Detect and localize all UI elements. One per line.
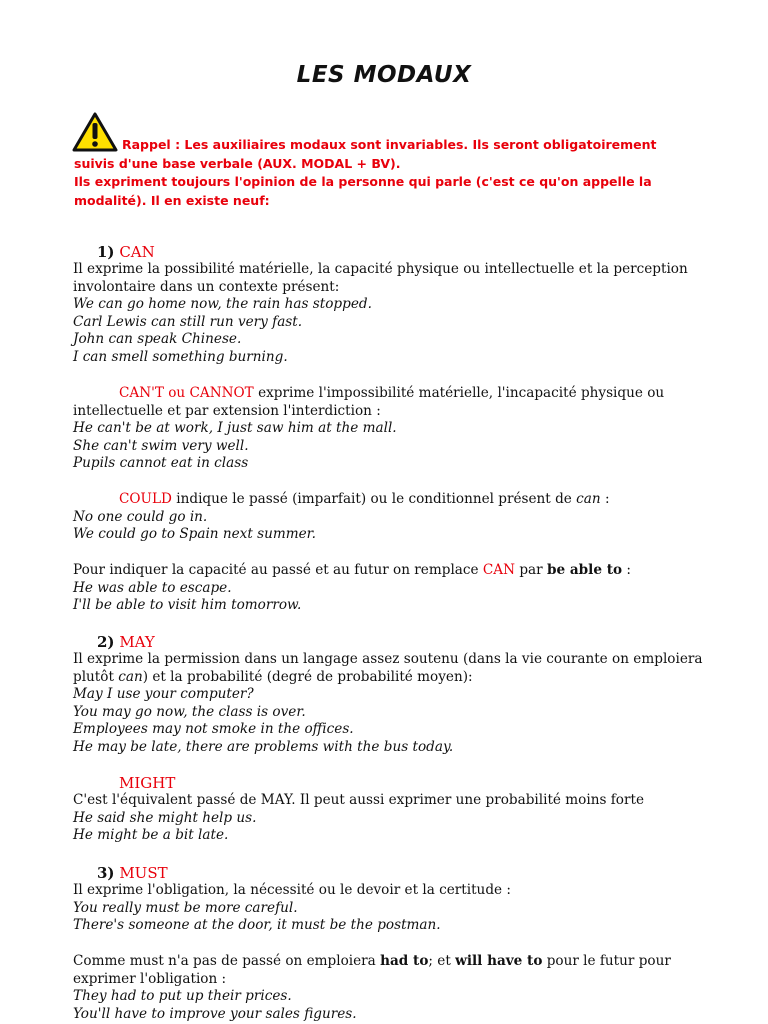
section-can <box>73 243 713 367</box>
section-heading: 3) MUST <box>97 864 168 882</box>
example: He said she might help us. <box>73 809 257 826</box>
description: Il exprime la possibilité matérielle, la capacité physique ou intellectuelle et la perception <box>73 261 688 277</box>
description: Il exprime l'obligation, la nécessité ou le devoir et la certitude : <box>73 882 511 898</box>
example: You really must be more careful. <box>73 899 298 916</box>
description: involontaire dans un contexte présent: <box>73 278 340 295</box>
example: He may be late, there are problems with the bus today. <box>73 738 454 755</box>
example: You'll have to improve your sales figures. <box>73 1005 357 1022</box>
rappel-note <box>74 136 674 210</box>
description: plutôt can) et la probabilité (degré de probabilité moyen): <box>73 668 473 685</box>
section-heading: 1) CAN <box>97 243 155 261</box>
example: There's someone at the door, it must be the postman. <box>73 917 441 934</box>
example: We can go home now, the rain has stopped. <box>73 296 372 313</box>
page-title: LES MODAUX <box>296 62 472 88</box>
example: John can speak Chinese. <box>73 331 242 348</box>
description: Pour indiquer la capacité au passé et au futur on remplace CAN par be able to : <box>73 562 631 578</box>
rappel-line: Rappel : Les auxiliaires modaux sont invariables. Ils seront obligatoirement <box>122 137 657 152</box>
rappel-line: suivis d'une base verbale (AUX. MODAL + BV). <box>74 155 401 171</box>
section-may <box>73 633 713 757</box>
example: We could go to Spain next summer. <box>73 526 317 543</box>
section-heading: MIGHT <box>119 774 176 792</box>
description: COULD indique le passé (imparfait) ou le conditionnel présent de can : <box>119 491 610 507</box>
rappel-line: modalité). Il en existe neuf: <box>74 192 270 208</box>
example: You may go now, the class is over. <box>73 703 306 720</box>
description: Il exprime la permission dans un langage assez soutenu (dans la vie courante on emploiera <box>73 651 703 667</box>
description: intellectuelle et par extension l'interdiction : <box>73 402 381 419</box>
example: Employees may not smoke in the offices. <box>73 721 354 738</box>
section-could <box>73 491 713 544</box>
description: Comme must n'a pas de passé on emploiera had to; et will have to pour le futur pour <box>73 953 671 969</box>
description: exprimer l'obligation : <box>73 970 227 987</box>
example: No one could go in. <box>73 508 208 525</box>
section-had-to <box>73 953 713 1023</box>
example: I'll be able to visit him tomorrow. <box>73 597 302 614</box>
example: She can't swim very well. <box>73 437 249 454</box>
description: CAN'T ou CANNOT exprime l'impossibilité matérielle, l'incapacité physique ou <box>119 385 665 401</box>
rappel-line: Ils expriment toujours l'opinion de la personne qui parle (c'est ce qu'on appelle la <box>74 174 652 189</box>
description: C'est l'équivalent passé de MAY. Il peut aussi exprimer une probabilité moins forte <box>73 792 644 808</box>
example: They had to put up their prices. <box>73 988 292 1005</box>
section-might <box>73 774 713 845</box>
section-be-able-to <box>73 562 713 615</box>
example: Carl Lewis can still run very fast. <box>73 313 303 330</box>
example: Pupils cannot eat in class <box>73 455 249 472</box>
section-must <box>73 864 713 935</box>
example: May I use your computer? <box>73 686 254 703</box>
section-heading: 2) MAY <box>97 633 155 651</box>
example: He might be a bit late. <box>73 827 229 844</box>
example: He was able to escape. <box>73 579 232 596</box>
example: He can't be at work, I just saw him at the mall. <box>73 420 397 437</box>
section-cant <box>73 385 713 473</box>
example: I can smell something burning. <box>73 348 288 365</box>
